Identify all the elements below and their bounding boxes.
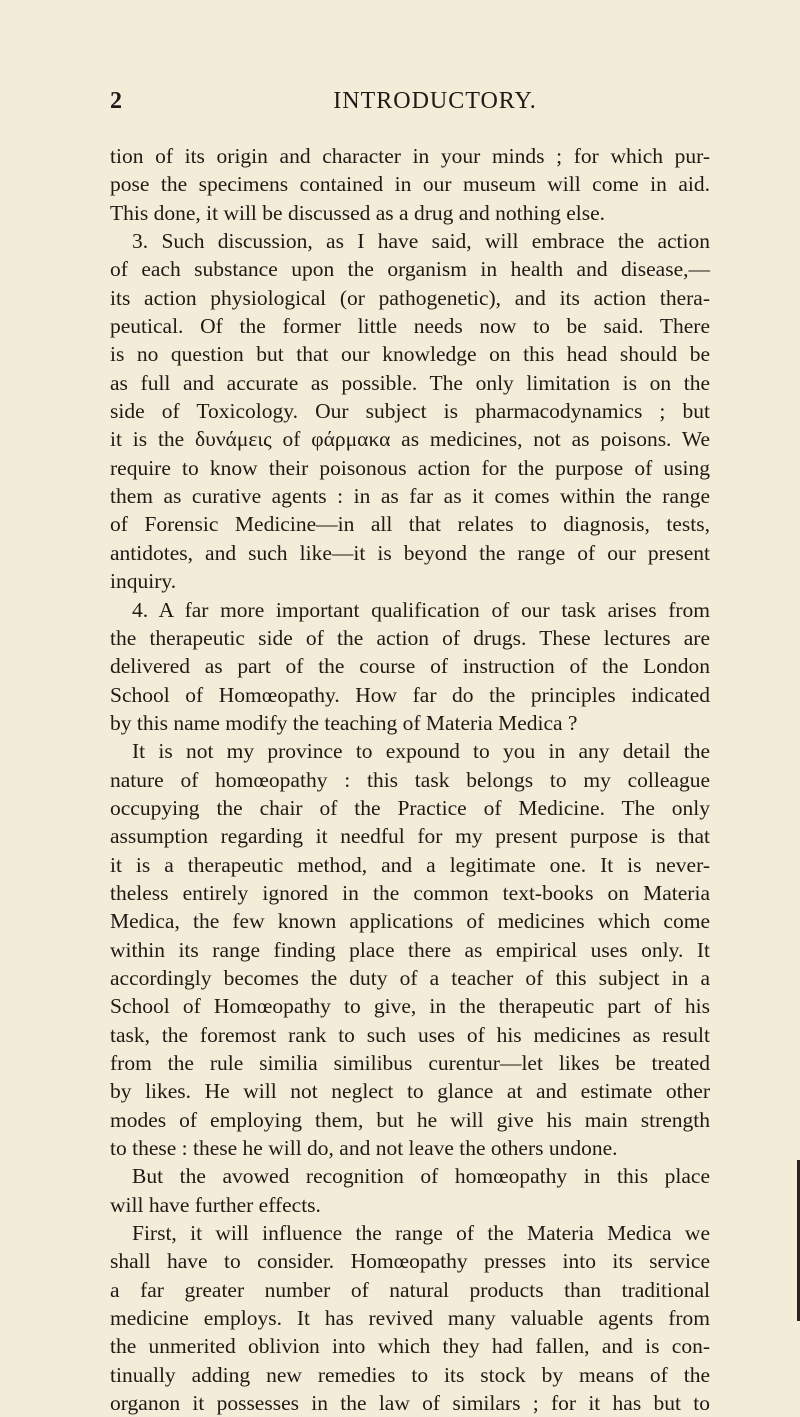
text-line: its action physiological (or pathogenetic), and its action thera- [110, 285, 710, 310]
text-line: 4. A far more important qualification of our task arises from [132, 597, 710, 622]
text-line: it is a therapeutic method, and a legitimate one. It is never- [110, 852, 710, 877]
text-line: peutical. Of the former little needs now to be said. There [110, 314, 710, 339]
text-line: nature of homœopathy : this task belongs to my colleague [110, 767, 710, 792]
text-line: tinually adding new remedies to its stock by means of the [110, 1362, 710, 1387]
page-header [0, 88, 800, 128]
text-line: the therapeutic side of the action of drugs. These lectures are [110, 625, 710, 650]
text-line: shall have to consider. Homœopathy presses into its service [110, 1249, 710, 1274]
text-line: inquiry. [110, 569, 177, 594]
text-line: them as curative agents : in as far as it comes within the range [110, 484, 710, 509]
text-line: task, the foremost rank to such uses of his medicines as result [110, 1022, 710, 1047]
text-line: This done, it will be discussed as a drug and nothing else. [110, 200, 606, 225]
text-line: of Forensic Medicine—in all that relates to diagnosis, tests, [110, 512, 710, 537]
text-line: Medica, the few known applications of medicines which come [110, 909, 710, 934]
text-line: to these : these he will do, and not leave the others undone. [110, 1136, 618, 1161]
text-line: from the rule similia similibus curentur—let likes be treated [110, 1051, 710, 1075]
text-line: will have further effects. [110, 1192, 321, 1217]
page-number: 2 [110, 88, 122, 114]
body-text [110, 142, 710, 1417]
text-line: assumption regarding it needful for my present purpose is that [110, 824, 710, 849]
text-line: organon it possesses in the law of similars ; for it has but to [110, 1391, 710, 1416]
text-line: tion of its origin and character in your minds ; for which pur- [110, 144, 710, 168]
text-line: pose the specimens contained in our museum will come in aid. [110, 172, 710, 197]
text-line: the unmerited oblivion into which they had fallen, and is con- [110, 1334, 710, 1359]
text-line: by this name modify the teaching of Materia Medica ? [110, 710, 578, 735]
text-line: a far greater number of natural products than traditional [110, 1277, 710, 1302]
text-line: theless entirely ignored in the common text-books on Materia [110, 880, 710, 905]
text-line: But the avowed recognition of homœopathy in this place [132, 1164, 710, 1189]
running-head: INTRODUCTORY. [333, 88, 537, 114]
text-line: First, it will influence the range of the Materia Medica we [132, 1221, 710, 1246]
text-line: 3. Such discussion, as I have said, will embrace the action [132, 229, 710, 254]
text-line: delivered as part of the course of instruction of the London [110, 654, 710, 679]
text-line: School of Homœopathy to give, in the therapeutic part of his [110, 994, 710, 1019]
text-line: as full and accurate as possible. The only limitation is on the [110, 370, 710, 395]
text-line: it is the δυνάμεις of φάρμακα as medicines, not as poisons. We [110, 427, 710, 452]
text-line: antidotes, and such like—it is beyond the range of our present [110, 540, 710, 565]
text-line: It is not my province to expound to you in any detail the [132, 739, 710, 764]
text-line: occupying the chair of the Practice of Medicine. The only [110, 795, 710, 820]
text-line: within its range finding place there as empirical uses only. It [110, 937, 710, 962]
text-line: require to know their poisonous action for the purpose of using [110, 455, 710, 480]
text-line: accordingly becomes the duty of a teacher of this subject in a [110, 965, 710, 990]
text-line: by likes. He will not neglect to glance at and estimate other [110, 1079, 710, 1104]
text-line: of each substance upon the organism in health and disease,— [110, 257, 710, 282]
text-line: School of Homœopathy. How far do the principles indicated [110, 682, 710, 707]
text-line: medicine employs. It has revived many valuable agents from [110, 1306, 710, 1331]
text-line: is no question but that our knowledge on this head should be [110, 342, 710, 367]
text-line: side of Toxicology. Our subject is pharmacodynamics ; but [110, 399, 710, 424]
text-line: modes of employing them, but he will give his main strength [110, 1107, 710, 1132]
